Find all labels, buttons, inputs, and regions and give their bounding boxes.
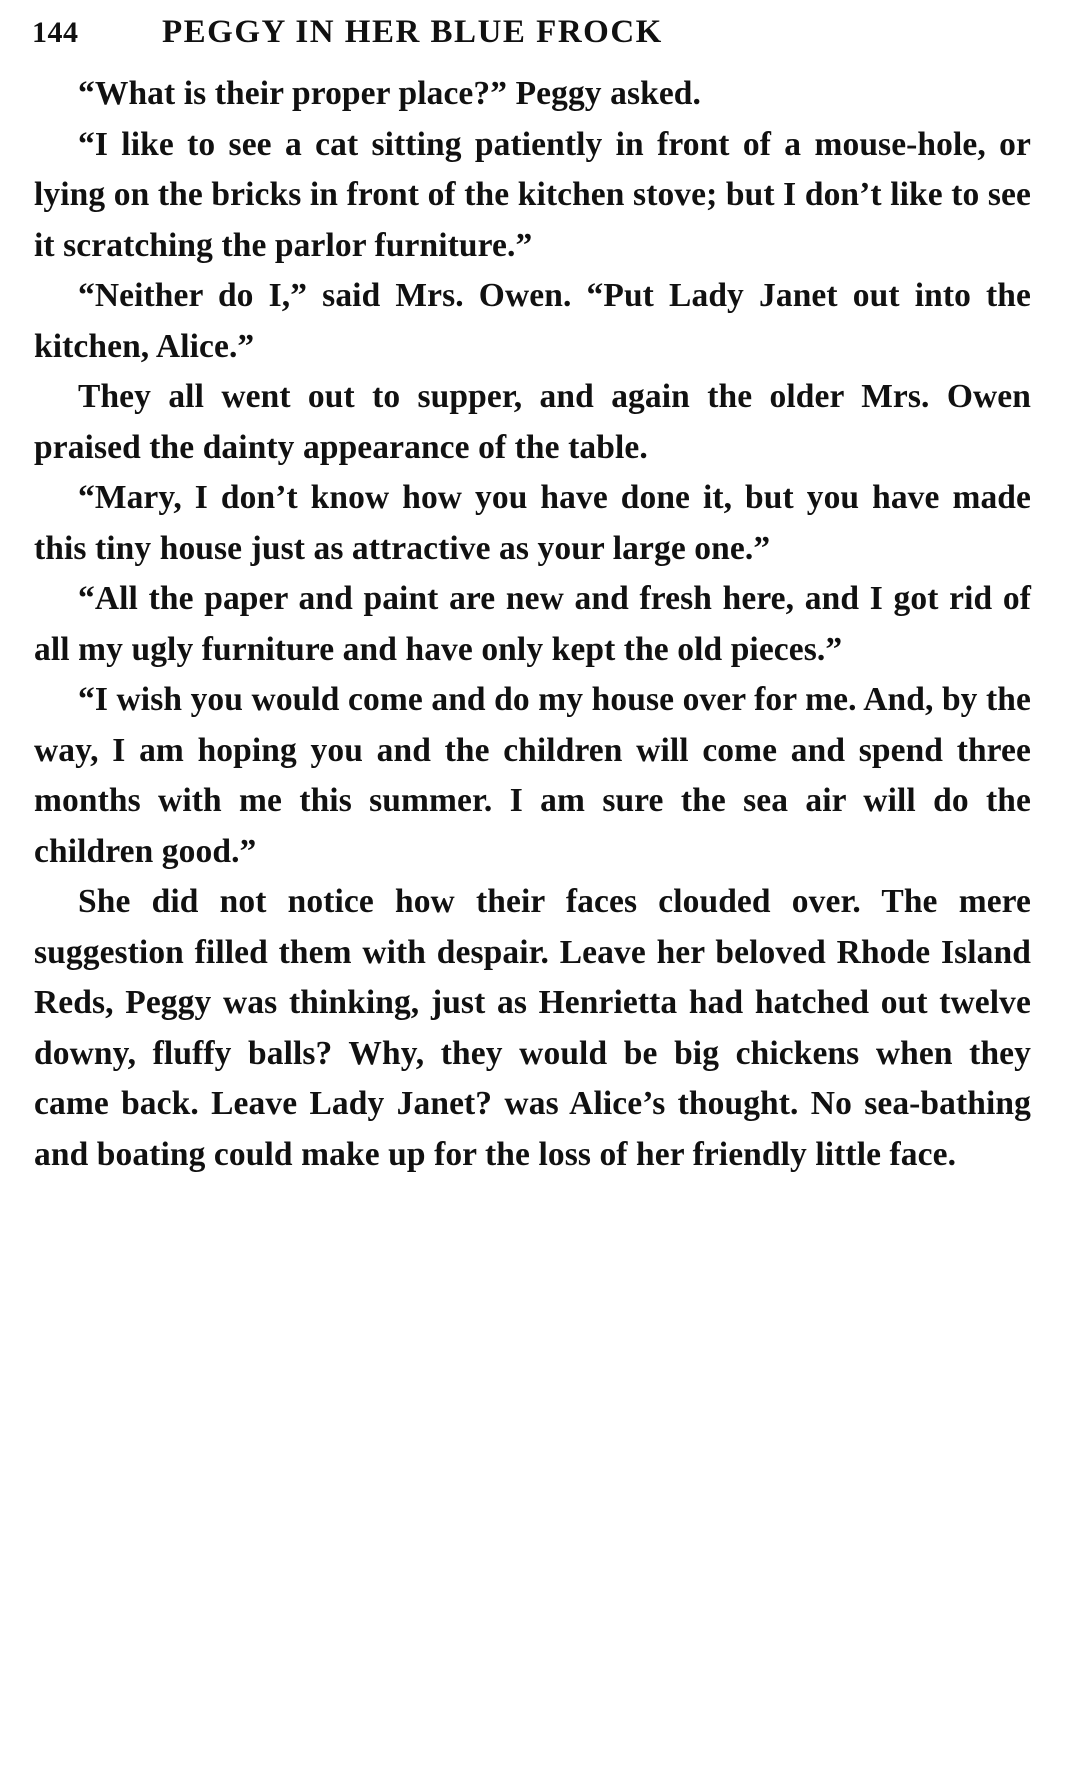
paragraph: “All the paper and paint are new and fresh here, and I got rid of all my ugly furniture and have only kept the old pieces.”: [34, 580, 1031, 668]
running-head: PEGGY IN HER BLUE FROCK: [162, 14, 663, 50]
paragraph: “Neither do I,” said Mrs. Owen. “Put Lady Janet out into the kitchen, Alice.”: [34, 277, 1031, 365]
page-body: [24, 69, 1039, 1180]
paragraph: They all went out to supper, and again the older Mrs. Owen praised the dainty appearance of the table.: [34, 378, 1031, 466]
page-header: [24, 14, 1039, 51]
paragraph: She did not notice how their faces clouded over. The mere suggestion filled them with despair. Leave her beloved Rhode Island Reds, Peggy was thinking, just as Henrietta had hatched out twelve downy, fluffy balls? Why, they would be big chickens when they came back. Leave Lady Janet? was Alice’s thought. No sea-bathing and boating could make up for the loss of her friendly little face.: [34, 883, 1031, 1173]
paragraph: “What is their proper place?” Peggy asked.: [78, 75, 702, 112]
paragraph: “I like to see a cat sitting patiently in front of a mouse-hole, or lying on the bricks in front of the kitchen stove; but I don’t like to see it scratching the parlor furniture.”: [34, 125, 1031, 264]
paragraph: “I wish you would come and do my house over for me. And, by the way, I am hoping you and the children will come and spend three months with me this summer. I am sure the sea air will do the children good.”: [34, 681, 1031, 870]
paragraph: “Mary, I don’t know how you have done it, but you have made this tiny house just as attractive as your large one.”: [34, 479, 1031, 567]
page-number: 144: [32, 16, 79, 49]
